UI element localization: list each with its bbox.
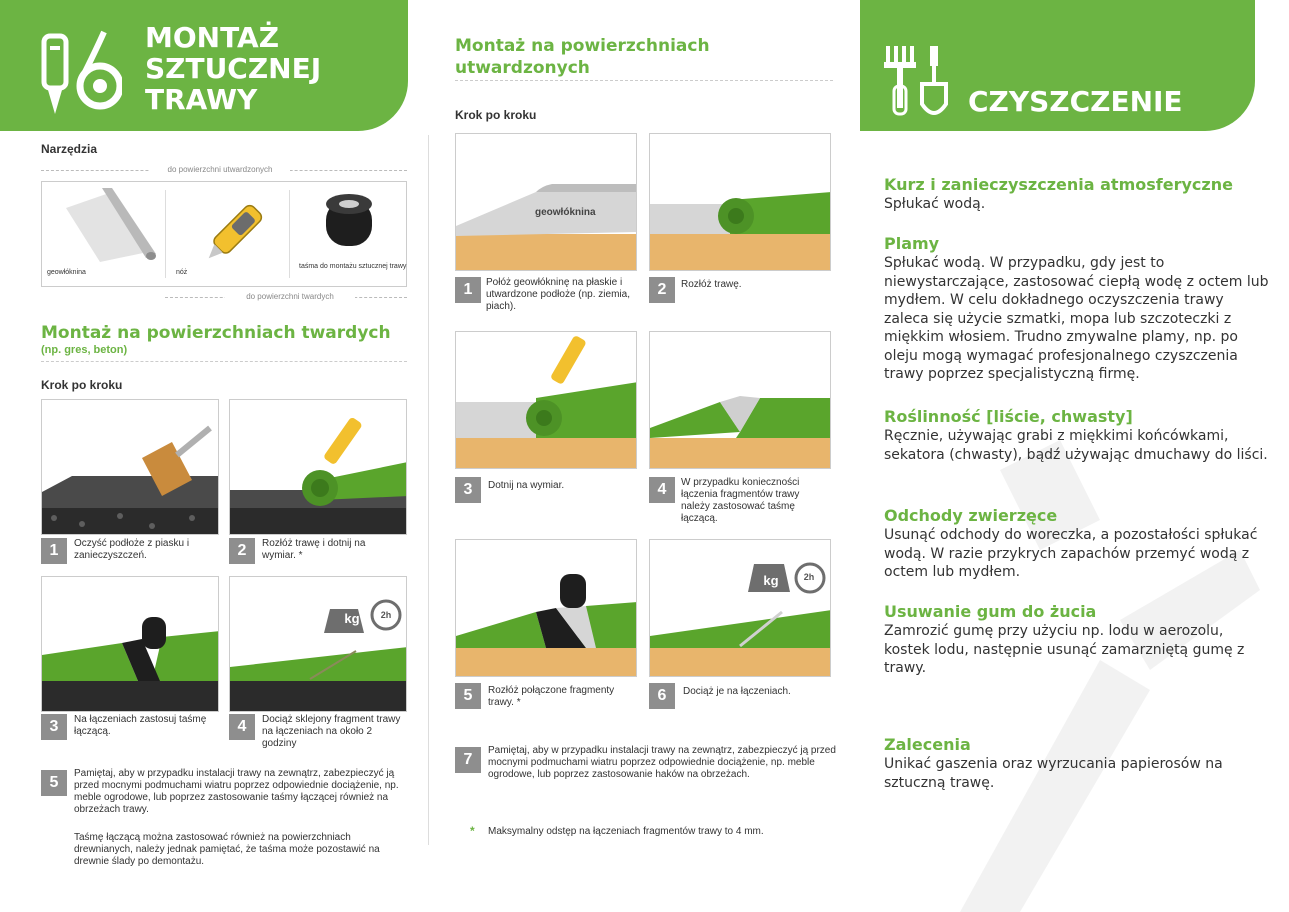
animal-waste-title: Odchody zwierzęce — [884, 506, 1058, 525]
step-7-badge: 7 — [455, 747, 481, 773]
step-3-badge: 3 — [41, 714, 67, 740]
knife-and-tape-icon — [38, 30, 122, 120]
step-5-illustration — [455, 539, 637, 677]
utility-knife-icon — [197, 190, 277, 270]
step-4-badge: 4 — [649, 477, 675, 503]
steps-label: Krok po kroku — [41, 378, 123, 392]
title-line-3: TRAWY — [145, 83, 258, 116]
chewing-gum-title: Usuwanie gum do żucia — [884, 602, 1097, 621]
step-5-badge: 5 — [455, 683, 481, 709]
step-2-illustration — [229, 399, 407, 535]
step-1-text: Oczyść podłoże z piasku i zanieczyszczeń. — [74, 538, 190, 561]
plants-text: Ręcznie, używając grabi z miękkimi końcówkami, sekatora (chwasty), bądź używając dmuchawy do liści. — [884, 428, 1268, 463]
column-cleaning — [860, 0, 1289, 912]
title-line-2: SZTUCZNEJ — [145, 52, 322, 85]
recommendations-text: Unikać gaszenia oraz wyrzucania papierosów na sztuczną trawę. — [884, 756, 1223, 791]
recommendations-title: Zalecenia — [884, 735, 971, 754]
header-banner — [860, 0, 1255, 131]
tool-caption-tape: taśma do montażu sztucznej trawy — [299, 263, 407, 270]
weight-label: kg — [344, 611, 360, 626]
step-3-illustration — [41, 576, 219, 712]
title-line-1: MONTAŻ — [145, 21, 279, 54]
step-2-text: Rozłóż trawę. — [681, 279, 742, 290]
dust-text: Spłukać wodą. — [884, 196, 986, 212]
wood-note: Taśmę łączącą można zastosować również na powierzchniach drewnianych, należy jednak pamiętać, że taśma może pozostawić na drewnie ślady po demontażu. — [74, 832, 380, 867]
step-4-illustration — [229, 576, 407, 712]
tools-divider — [289, 190, 290, 278]
column-divider — [428, 135, 429, 845]
chewing-gum-text: Zamrozić gumę przy użyciu np. lodu w aerozolu, kostek lodu, następnie usunąć zamarzniętą gumę z trawy. — [884, 623, 1245, 676]
step-4-illustration — [649, 331, 831, 469]
timer-label: 2h — [803, 572, 815, 582]
step-5-text: Rozłóż połączone fragmenty trawy. * — [488, 685, 615, 708]
column-hard-surfaces — [0, 0, 420, 912]
step-4-text: W przypadku konieczności łączenia fragmentów trawy należy zastosować taśmę łączącą. — [681, 477, 800, 524]
step-1-badge: 1 — [455, 277, 481, 303]
header-banner — [0, 0, 408, 131]
step-3-text: Dotnij na wymiar. — [488, 480, 565, 491]
tool-caption-fabric: geowłóknina — [47, 269, 86, 276]
footnote: Maksymalny odstęp na łączeniach fragmentów trawy to 4 mm. — [488, 826, 764, 837]
section-rule — [41, 361, 407, 362]
step-6-badge: 6 — [649, 683, 675, 709]
weight-label: kg — [763, 573, 779, 588]
step-2-text: Rozłóż trawę i dotnij na wymiar. * — [262, 538, 366, 561]
rake-and-shovel-icon — [882, 42, 962, 124]
timer-label: 2h — [380, 610, 392, 620]
tape-roll-icon — [322, 190, 382, 254]
fabric-roll-icon — [62, 186, 157, 264]
step-4-text: Dociąż sklejony fragment trawy na łączeniach na około 2 godziny — [262, 714, 401, 749]
section-heading: Montaż na powierzchniach twardych — [41, 323, 391, 343]
page-title: CZYSZCZENIE — [968, 85, 1183, 118]
top-range-label: do powierzchni utwardzonych — [150, 165, 290, 174]
step-1-text: Połóż geowłókninę na płaskie i utwardzone podłoże (np. ziemia, piach). — [486, 277, 630, 312]
section-rule — [455, 80, 833, 81]
animal-waste-text: Usunąć odchody do woreczka, a pozostałości spłukać wodą. W razie przykrych zapachów przemyć wodą z octem lub mydłem. — [884, 527, 1258, 580]
step-5-text: Pamiętaj, aby w przypadku instalacji trawy na zewnątrz, zabezpieczyć ją przed mocnymi podmuchami wiatru poprzez odpowiednie dociążenie, np. meble ogrodowe, lub poprzez zastosowanie taśmy łączącej również na obrzeżach trawy. — [74, 768, 399, 815]
bottom-range-label: do powierzchni twardych — [225, 292, 355, 301]
stains-title: Plamy — [884, 234, 940, 253]
step-1-illustration — [41, 399, 219, 535]
fabric-label: geowłóknina — [535, 207, 596, 218]
section-subheading: (np. gres, beton) — [41, 344, 128, 356]
step-5-badge: 5 — [41, 770, 67, 796]
step-3-illustration — [455, 331, 637, 469]
plants-title: Roślinność [liście, chwasty] — [884, 407, 1133, 426]
tools-divider — [165, 190, 166, 278]
step-1-badge: 1 — [41, 538, 67, 564]
step-1-illustration — [455, 133, 637, 271]
step-2-badge: 2 — [229, 538, 255, 564]
step-7-text: Pamiętaj, aby w przypadku instalacji trawy na zewnątrz, zabezpieczyć ją przed mocnymi podmuchami wiatru poprzez odpowiednie dociążenie, np. meble ogrodowe, lub poprzez zastosowanie haków na obrzeżach. — [488, 745, 836, 780]
stains-text: Spłukać wodą. W przypadku, gdy jest to niewystarczające, zastosować ciepłą wodę z octem lub mydłem. W celu dokładnego oczyszczenia trawy zaleca się użycie szmatki, mopa lub szczoteczki z miękkim włosiem. Trudno zmywalne plamy, np. po oleju mogą wymagać profesjonalnego czyszczenia trawy poprzez specjalistyczną firmę. — [884, 255, 1269, 382]
section-heading: Montaż na powierzchniach utwardzonych — [455, 36, 710, 78]
step-2-badge: 2 — [649, 277, 675, 303]
dust-title: Kurz i zanieczyszczenia atmosferyczne — [884, 175, 1233, 194]
tool-caption-knife: nóż — [176, 269, 188, 276]
footnote-star: * — [470, 824, 475, 838]
tools-box — [41, 181, 407, 287]
step-3-text: Na łączeniach zastosuj taśmę łączącą. — [74, 714, 207, 737]
step-6-illustration — [649, 539, 831, 677]
steps-label: Krok po kroku — [455, 108, 537, 122]
column-firm-surfaces — [430, 0, 860, 912]
step-4-badge: 4 — [229, 714, 255, 740]
step-2-illustration — [649, 133, 831, 271]
page-title — [145, 22, 365, 115]
step-6-text: Dociąż je na łączeniach. — [683, 686, 791, 697]
step-3-badge: 3 — [455, 477, 481, 503]
tools-label: Narzędzia — [41, 142, 98, 156]
